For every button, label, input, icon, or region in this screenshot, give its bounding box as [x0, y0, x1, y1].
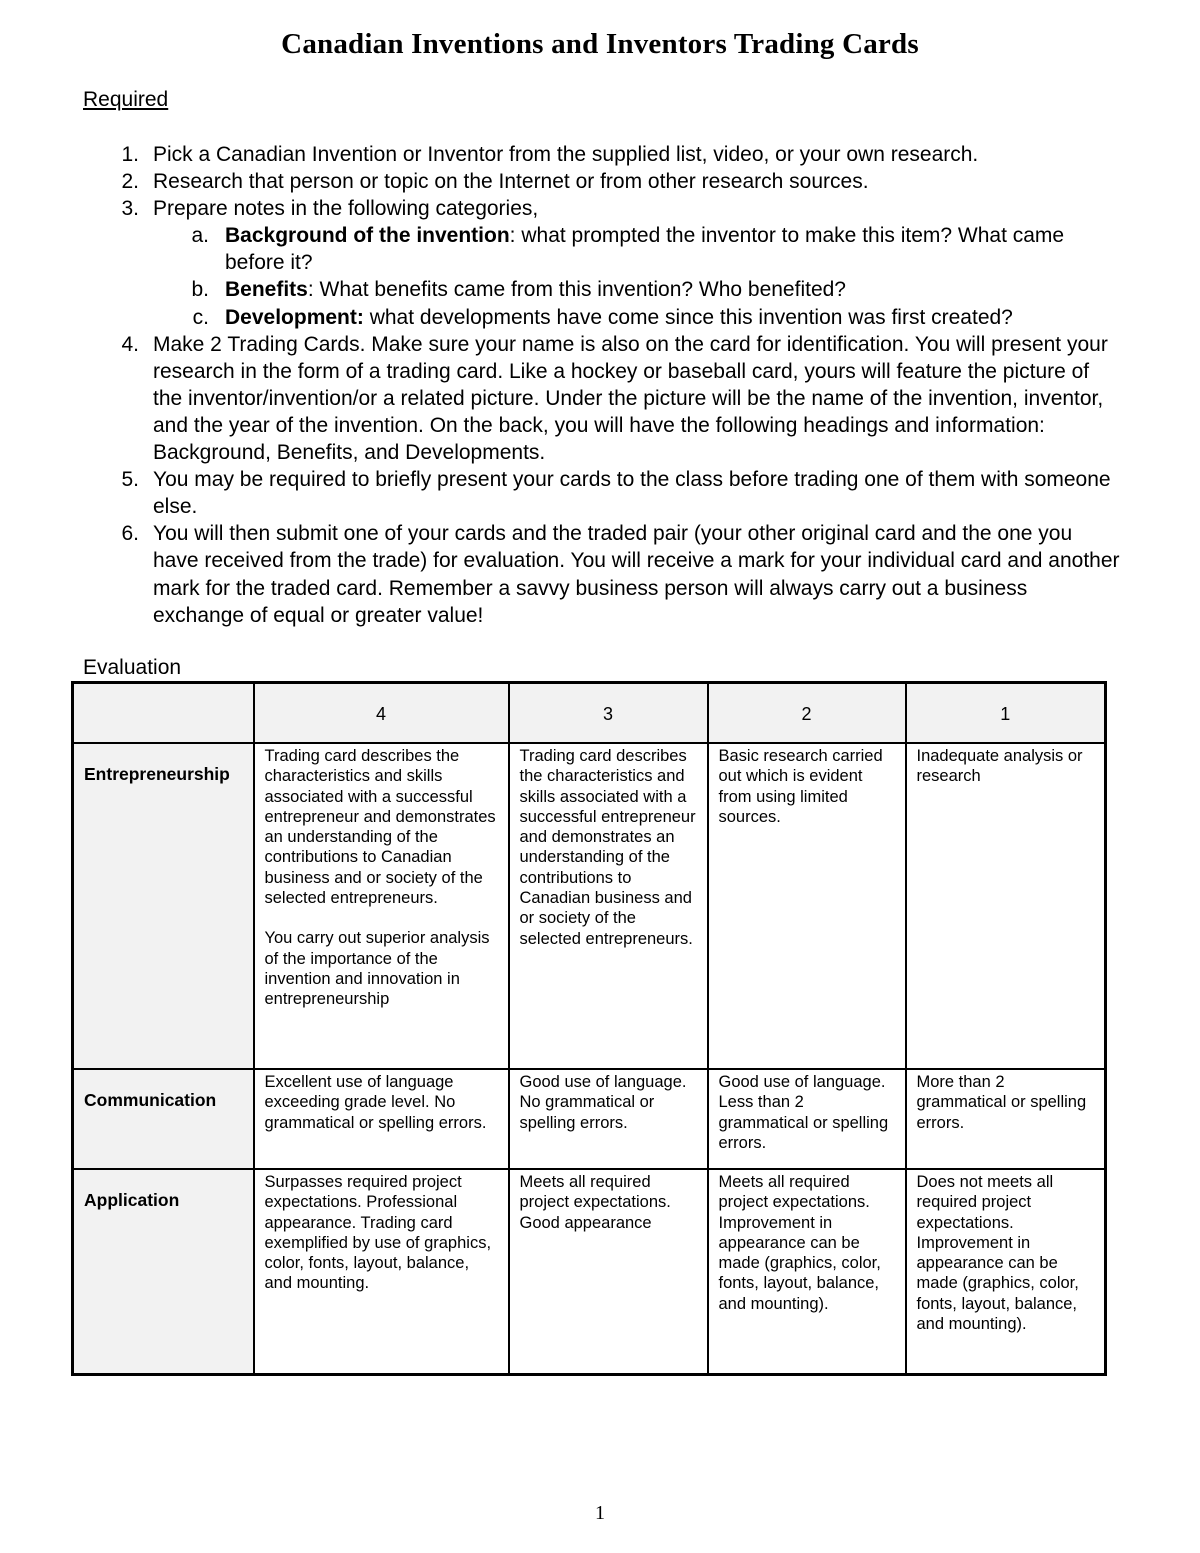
criterion-cell: Application — [73, 1169, 254, 1375]
list-item-text: You will then submit one of your cards and the traded pair (your other original card and the one you have received from the trade) for evaluation. You will receive a mark for your individual card and another mark for the traded card. Remember a savvy business person will always carry out a business exchange of equal or greater value! — [153, 522, 1120, 627]
list-item-number: 1. — [121, 143, 139, 166]
table-row — [73, 1169, 1106, 1375]
table-row — [73, 743, 1106, 1069]
list-item — [83, 331, 1123, 466]
table-cell: More than 2 grammatical or spelling errors. — [906, 1069, 1106, 1169]
table-header-cell: 1 — [906, 683, 1106, 744]
table-header-cell: 3 — [509, 683, 708, 744]
sub-list-item — [153, 304, 1123, 331]
table-cell: Meets all required project expectations. Good appearance — [509, 1169, 708, 1375]
list-item — [83, 168, 1123, 195]
sub-item-letter: c. — [192, 305, 209, 329]
sub-item-letter: b. — [191, 278, 209, 302]
list-item — [83, 520, 1123, 628]
page-number: 1 — [595, 1502, 605, 1524]
table-cell: Does not meets all required project expectations. Improvement in appearance can be made (graphics, color, fonts, layout, balance, and mounting). — [906, 1169, 1106, 1375]
table-cell: Meets all required project expectations. Improvement in appearance can be made (graphics, color, fonts, layout, balance, and mounting). — [708, 1169, 906, 1375]
evaluation-heading: Evaluation — [83, 656, 182, 679]
list-item-text — [153, 195, 1123, 330]
list-item-number: 3. — [121, 197, 139, 221]
required-heading: Required — [83, 88, 169, 111]
table-cell: Good use of language. No grammatical or spelling errors. — [509, 1069, 708, 1169]
table-cell — [254, 743, 509, 1069]
sub-item-label: Benefits — [225, 278, 308, 302]
sub-list-item — [153, 276, 1123, 303]
list-item — [83, 141, 1123, 168]
list-item-number: 4. — [121, 332, 139, 356]
sub-item-separator: : — [307, 278, 314, 302]
table-cell: Inadequate analysis or research — [906, 743, 1106, 1069]
sub-list-item — [153, 222, 1123, 276]
sub-item-text: what prompted the inventor to make this item? What came before it? — [225, 224, 1065, 275]
cell-paragraph: You carry out superior analysis of the importance of the invention and innovation in entrepreneurship — [264, 929, 490, 1009]
list-item — [83, 195, 1123, 330]
table-cell: Basic research carried out which is evident from using limited sources. — [708, 743, 906, 1069]
list-item-text: Pick a Canadian Invention or Inventor from the supplied list, video, or your own research. — [153, 143, 979, 166]
list-item-text: Make 2 Trading Cards. Make sure your name is also on the card for identification. You will present your research in the form of a trading card. Like a hockey or baseball card, yours will feature the picture of the inventor/invention/or a related picture. Under the picture will be the name of the invention, inventor, and the year of the invention. On the back, you will have the following headings and information: Background, Benefits, and Developments. — [153, 332, 1108, 465]
instructions-list — [83, 141, 1123, 629]
criterion-cell: Communication — [73, 1069, 254, 1169]
sub-item-label: Development: — [225, 305, 364, 329]
list-item-number: 2. — [121, 170, 139, 194]
list-item-number: 5. — [121, 468, 139, 492]
sub-item-text: what developments have come since this invention was first created? — [363, 305, 1013, 329]
list-item — [83, 466, 1123, 520]
table-cell: Excellent use of language exceeding grade level. No grammatical or spelling errors. — [254, 1069, 509, 1169]
table-header-row — [73, 683, 1106, 744]
sub-item-letter: a. — [191, 224, 209, 248]
list-item-text: You may be required to briefly present your cards to the class before trading one of them with someone else. — [153, 468, 1111, 519]
sub-item-separator: : — [509, 224, 516, 248]
table-cell: Good use of language. Less than 2 grammatical or spelling errors. — [708, 1069, 906, 1169]
sub-item-text: What benefits came from this invention? Who benefited? — [313, 278, 846, 302]
table-header-cell: 2 — [708, 683, 906, 744]
table-cell: Surpasses required project expectations. Professional appearance. Trading card exemplified by use of graphics, color, fonts, layout, balance, and mounting. — [254, 1169, 509, 1375]
table-header-cell-empty — [73, 683, 254, 744]
criterion-cell: Entrepreneurship — [73, 743, 254, 1069]
list-item-intro: Prepare notes in the following categories, — [153, 197, 539, 221]
list-item-number: 6. — [121, 522, 139, 546]
table-cell: Trading card describes the characteristics and skills associated with a successful entrepreneur and demonstrates an understanding of the contributions to Canadian business and or society of the selected entrepreneurs. — [509, 743, 708, 1069]
page-title: Canadian Inventions and Inventors Trading Cards — [281, 28, 919, 60]
table-row — [73, 1069, 1106, 1169]
evaluation-rubric-table — [71, 681, 1107, 1376]
list-item-text: Research that person or topic on the Internet or from other research sources. — [153, 170, 869, 194]
sub-item-label: Background of the invention — [225, 224, 510, 248]
cell-paragraph: Trading card describes the characteristics and skills associated with a successful entrepreneur and demonstrates an understanding of the contributions to Canadian business and or society of the selected entrepreneurs. — [264, 747, 496, 908]
table-header-cell: 4 — [254, 683, 509, 744]
